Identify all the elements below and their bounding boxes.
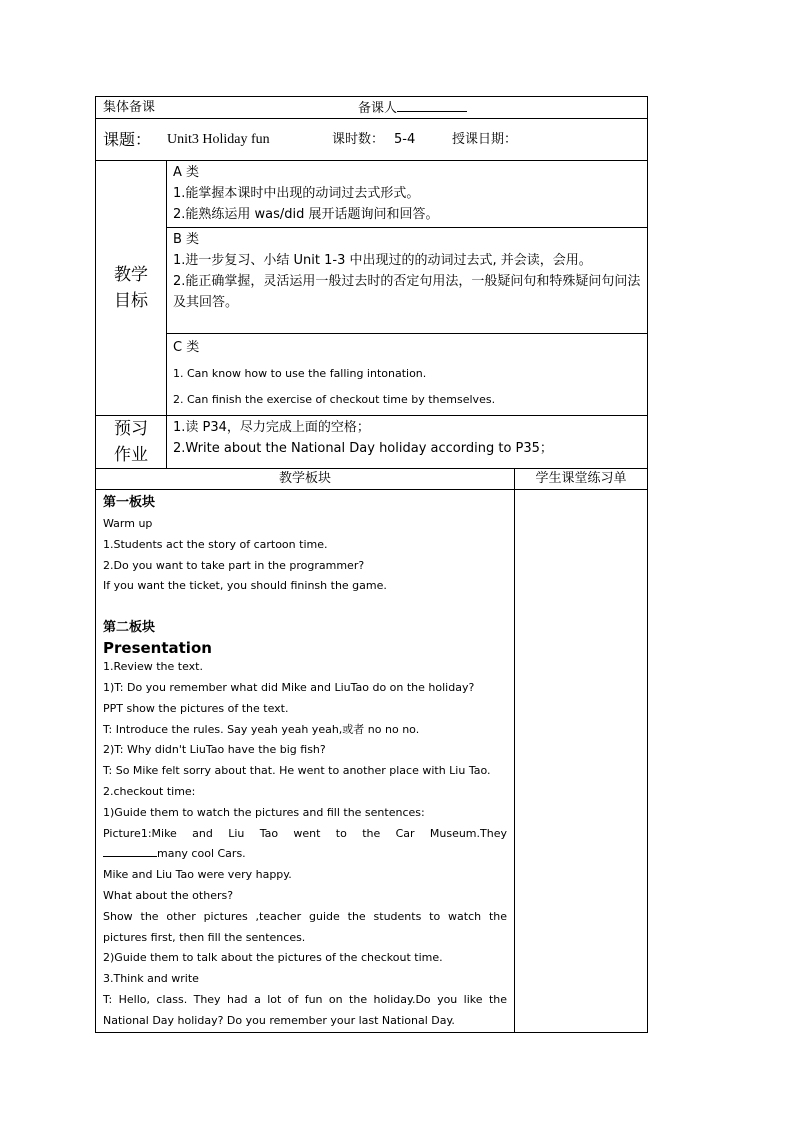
periods-value: 5-4 — [394, 132, 416, 147]
header-row — [96, 97, 648, 119]
board-line-4: T: Introduce the rules. Say yeah yeah yeah,或者 no no no. — [103, 722, 420, 736]
topic-label: 课题： — [103, 130, 152, 149]
goals-side-1: 教学 — [114, 265, 148, 285]
board-line-15b: National Day holiday? Do you remember your last National Day. — [103, 1013, 455, 1027]
practice-column-header: 学生课堂练习单 — [515, 469, 648, 490]
board-line-11: What about the others? — [103, 888, 234, 902]
topic-cell — [96, 119, 648, 161]
goals-side-label — [96, 161, 167, 416]
warm-up-title: Warm up — [103, 517, 153, 530]
practice-cell — [515, 490, 648, 1033]
goals-side-2: 目标 — [114, 291, 148, 311]
header-right — [358, 97, 467, 119]
header-left: 集体备课 — [103, 100, 156, 115]
lesson-plan-sheet — [95, 96, 647, 1033]
goals-a-item-1: 1.能掌握本课时中出现的动词过去式形式。 — [173, 186, 420, 201]
board-line-9b-text: many cool Cars. — [157, 847, 246, 861]
column-header-row — [96, 469, 648, 490]
header-cell — [96, 97, 648, 119]
preview-item-2: 2.Write about the National Day holiday according to P35； — [173, 441, 553, 456]
presentation-title: Presentation — [103, 639, 212, 658]
board-line-3: PPT show the pictures of the text. — [103, 701, 289, 715]
spacer — [103, 597, 507, 617]
goals-b-item-2: 2.能正确掌握，灵活运用一般过去时的否定句用法，一般疑问句和特殊疑问句问法及其回答。 — [173, 274, 641, 310]
goals-c-title: C 类 — [173, 340, 200, 355]
lesson-plan-table — [95, 96, 648, 1033]
preview-side-1: 预习 — [114, 419, 148, 439]
board-column-header: 教学板块 — [96, 469, 515, 490]
board-line-9b — [103, 844, 507, 865]
date-label: 授课日期： — [452, 132, 518, 147]
preparer-label: 备课人 — [358, 101, 398, 116]
board-cell — [96, 490, 515, 1033]
board-line-1: 1.Review the text. — [103, 660, 203, 674]
goals-b-row — [96, 228, 648, 334]
goals-b-cell — [167, 228, 648, 334]
board-line-15a: T: Hello, class. They had a lot of fun on the holiday.Do you like the — [103, 992, 507, 1006]
board-line-12b: pictures first, then fill the sentences. — [103, 930, 306, 944]
warm-item-1: 1.Students act the story of cartoon time. — [103, 537, 328, 551]
preview-cell — [167, 416, 648, 469]
preview-row — [96, 416, 648, 469]
topic-title: Unit3 Holiday fun — [167, 132, 270, 147]
board-line-7: 2.checkout time: — [103, 784, 196, 798]
goals-a-row — [96, 161, 648, 228]
goals-c-item-1: 1. Can know how to use the falling intonation. — [173, 367, 427, 380]
board-line-2: 1)T: Do you remember what did Mike and LiuTao do on the holiday? — [103, 680, 475, 694]
periods-label: 课时数： — [332, 132, 385, 147]
preview-item-1: 1.读 P34，尽力完成上面的空格； — [173, 420, 370, 435]
board-line-9a: Picture1:Mike and Liu Tao went to the Car Museum.They — [103, 826, 507, 840]
topic-row — [96, 119, 648, 161]
fill-blank — [103, 844, 157, 857]
board-line-14: 3.Think and write — [103, 972, 199, 986]
preview-side-2: 作业 — [114, 445, 148, 465]
goals-b-item-1: 1.进一步复习、小结 Unit 1-3 中出现过的的动词过去式, 并会读，会用。 — [173, 253, 592, 268]
goals-c-cell — [167, 334, 648, 416]
section-2-title: 第二板块 — [103, 620, 156, 636]
board-line-12a: Show the other pictures ,teacher guide the students to watch the — [103, 909, 507, 923]
preparer-blank — [397, 97, 467, 112]
section-1-title: 第一板块 — [103, 495, 156, 510]
goals-a-item-2: 2.能熟练运用 was/did 展开话题询问和回答。 — [173, 207, 439, 222]
warm-item-3: If you want the ticket, you should fininsh the game. — [103, 579, 387, 593]
goals-b-title: B 类 — [173, 232, 200, 247]
warm-item-2: 2.Do you want to take part in the programmer? — [103, 558, 365, 572]
board-line-10: Mike and Liu Tao were very happy. — [103, 868, 292, 882]
goals-c-row — [96, 334, 648, 416]
board-line-8: 1)Guide them to watch the pictures and fill the sentences: — [103, 805, 425, 819]
goals-a-title: A 类 — [173, 165, 200, 180]
board-line-6: T: So Mike felt sorry about that. He went to another place with Liu Tao. — [103, 764, 491, 778]
goals-c-item-2: 2. Can finish the exercise of checkout time by themselves. — [173, 393, 496, 406]
goals-a-cell — [167, 161, 648, 228]
board-line-13: 2)Guide them to talk about the pictures of the checkout time. — [103, 951, 443, 965]
preview-side-label — [96, 416, 167, 469]
board-line-5: 2)T: Why didn't LiuTao have the big fish? — [103, 743, 326, 757]
board-row — [96, 490, 648, 1033]
